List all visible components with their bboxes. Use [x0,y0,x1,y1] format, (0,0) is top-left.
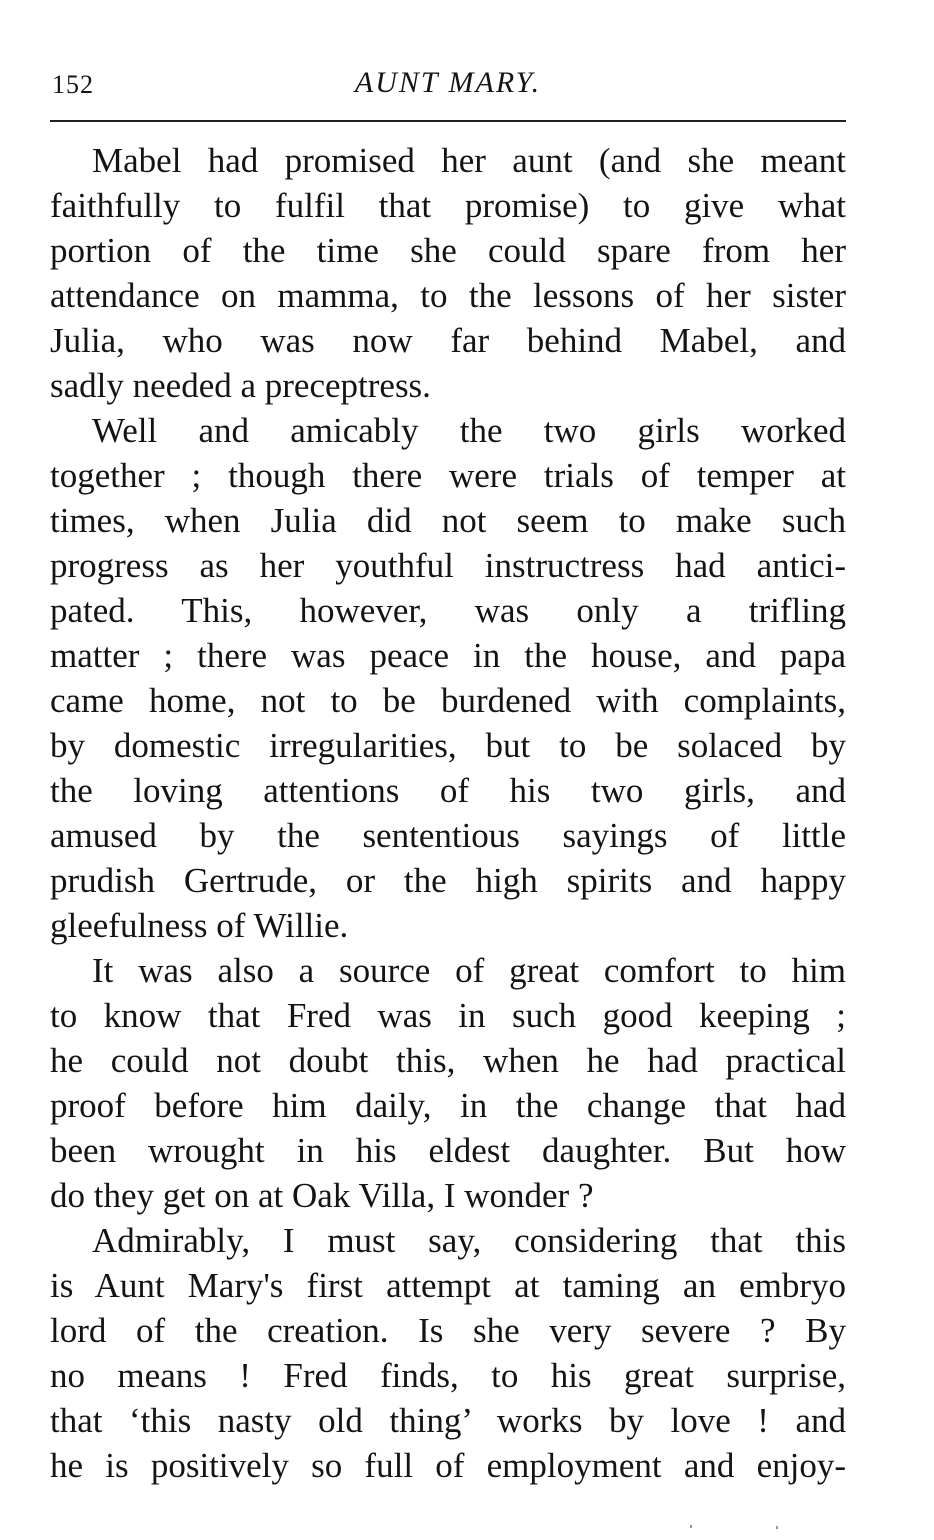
text-line: together ; though there were trials of temper at [50,456,846,495]
text-line: faithfully to fulfil that promise) to give what [50,186,846,225]
text-line: amused by the sententious sayings of little [50,816,846,855]
running-title: AUNT MARY. [354,66,542,99]
text-line: do they get on at Oak Villa, I wonder ? [50,1176,594,1215]
header-rule [50,120,846,122]
text-line: Admirably, I must say, considering that this [92,1221,846,1260]
paragraph [50,138,846,408]
text-line: portion of the time she could spare from her [50,231,846,270]
text-line: he could not doubt this, when he had practical [50,1041,846,1080]
paragraph [50,1218,846,1488]
text-line: gleefulness of Willie. [50,906,349,945]
text-line: pated. This, however, was only a trifling [50,591,846,630]
text-line: Julia, who was now far behind Mabel, and [50,321,846,360]
text-line: Well and amicably the two girls worked [92,411,846,450]
page-header [50,66,846,106]
text-line: lord of the creation. Is she very severe ? By [50,1311,846,1350]
paragraph [50,408,846,948]
text-line: the loving attentions of his two girls, and [50,771,846,810]
text-line: that ‘this nasty old thing’ works by love ! and [50,1401,846,1440]
text-line: prudish Gertrude, or the high spirits and happy [50,861,846,900]
text-line: times, when Julia did not seem to make such [50,501,846,540]
text-line: he is positively so full of employment and enjoy- [50,1446,846,1485]
paragraph [50,948,846,1218]
text-line: is Aunt Mary's first attempt at taming an embryo [50,1266,846,1305]
text-line: sadly needed a preceptress. [50,366,431,405]
text-line: proof before him daily, in the change that had [50,1086,846,1125]
text-line: It was also a source of great comfort to him [92,951,846,990]
print-speck [690,1525,692,1528]
text-line: no means ! Fred finds, to his great surprise, [50,1356,846,1395]
text-line: by domestic irregularities, but to be solaced by [50,726,846,765]
text-line: Mabel had promised her aunt (and she meant [92,141,846,180]
text-line: to know that Fred was in such good keeping ; [50,996,846,1035]
text-line: matter ; there was peace in the house, and papa [50,636,846,675]
page-number: 152 [52,70,94,99]
text-line: attendance on mamma, to the lessons of her sister [50,276,846,315]
print-speck [776,1526,778,1529]
body-text [50,138,846,1488]
text-line: came home, not to be burdened with complaints, [50,681,846,720]
text-line: progress as her youthful instructress had antici- [50,546,846,585]
text-line: been wrought in his eldest daughter. But how [50,1131,846,1170]
